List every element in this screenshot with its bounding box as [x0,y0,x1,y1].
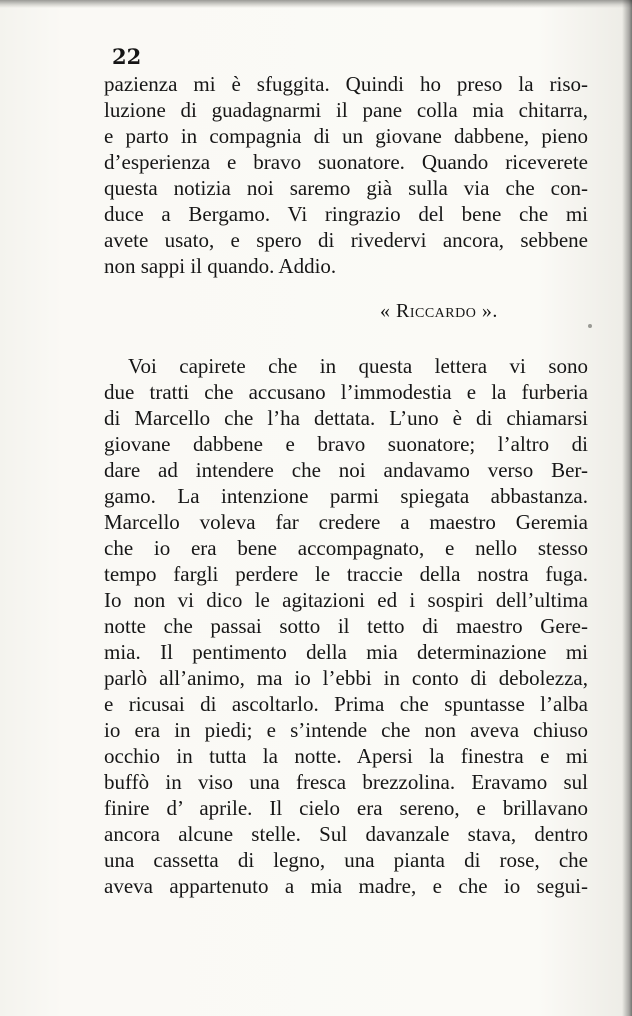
text-line: e parto in compagnia di un giovane dabbene, pieno [104,124,588,148]
text-line: e ricusai di ascoltarlo. Prima che spuntasse l’alba [104,692,588,716]
text-line: buffò in viso una fresca brezzolina. Eravamo sul [104,770,588,794]
text-line: io era in piedi; e s’intende che non aveva chiuso [104,718,588,742]
page-right-edge-shadow [622,0,632,1016]
text-line: mia. Il pentimento della mia determinazione mi [104,640,588,664]
letter-signature [380,300,498,323]
text-line: finire d’ aprile. Il cielo era sereno, e brillavano [104,796,588,820]
text-line: tempo fargli perdere le traccie della nostra fuga. [104,562,588,586]
text-line: dare ad intendere che noi andavamo verso Ber- [104,458,588,482]
text-line: luzione di guadagnarmi il pane colla mia chitarra, [104,98,588,122]
ink-speck [588,324,592,328]
text-line: gamo. La intenzione parmi spiegata abbastanza. [104,484,588,508]
page-top-edge [0,0,632,8]
text-line: questa notizia noi saremo già sulla via che con- [104,176,588,200]
page-number: 22 [112,44,142,69]
text-line: che io era bene accompagnato, e nello stesso [104,536,588,560]
text-line: due tratti che accusano l’immodestia e la furberia [104,380,588,404]
text-line: ancora alcune stelle. Sul davanzale stava, dentro [104,822,588,846]
text-line: Voi capirete che in questa lettera vi sono [128,354,588,378]
text-line: notte che passai sotto il tetto di maestro Gere- [104,614,588,638]
text-line: d’esperienza e bravo suonatore. Quando riceverete [104,150,588,174]
paragraph-narrative [104,353,588,899]
text-line: duce a Bergamo. Vi ringrazio del bene che mi [104,202,588,226]
text-line: avete usato, e spero di rivedervi ancora, sebbene [104,228,588,252]
text-line: pazienza mi è sfuggita. Quindi ho preso la riso- [104,72,588,96]
signature-open-quote: « [380,300,396,322]
text-line: aveva appartenuto a mia madre, e che io segui- [104,874,588,898]
text-line: giovane dabbene e bravo suonatore; l’altro di [104,432,588,456]
text-line: Marcello voleva far credere a maestro Geremia [104,510,588,534]
text-line: parlò all’animo, ma io l’ebbi in conto di debolezza, [104,666,588,690]
text-line: non sappi il quando. Addio. [104,254,337,278]
signature-close-quote: ». [476,300,498,322]
text-line: di Marcello che l’ha dettata. L’uno è di chiamarsi [104,406,588,430]
text-line: occhio in tutta la notte. Apersi la finestra e mi [104,744,588,768]
signature-name: Riccardo [396,300,477,322]
text-line: una cassetta di legno, una pianta di rose, che [104,848,588,872]
paragraph-letter-end [104,71,588,279]
text-line: Io non vi dico le agitazioni ed i sospiri dell’ultima [104,588,588,612]
